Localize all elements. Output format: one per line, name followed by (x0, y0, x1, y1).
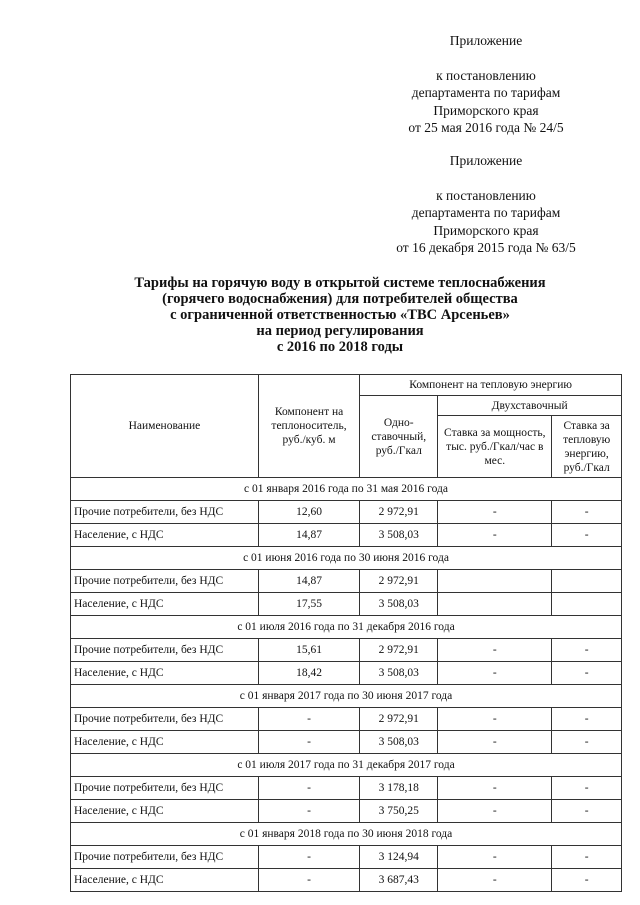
header-thermal: Компонент на тепловую энергию (360, 375, 622, 396)
carrier-value-cell: 15,61 (258, 639, 359, 662)
table-row (71, 846, 622, 869)
appendix-line: к постановлению (436, 67, 536, 83)
capacity-rate-value-cell: - (438, 800, 552, 823)
period-label: с 01 января 2017 года по 30 июня 2017 года (71, 685, 622, 708)
tariffs-table (70, 374, 622, 892)
row-name-cell: Население, с НДС (71, 869, 259, 892)
appendix-line: департамента по тарифам (411, 205, 561, 220)
energy-rate-value-cell: - (552, 708, 622, 731)
period-row (71, 616, 622, 639)
table-row (71, 593, 622, 616)
carrier-value-cell: 18,42 (258, 662, 359, 685)
appendix-line: Приморского края (433, 102, 539, 118)
table-row (71, 501, 622, 524)
title-line: Тарифы на горячую воду в открытой системе теплоснабжения (134, 275, 546, 291)
single-rate-value-cell: 3 508,03 (360, 524, 438, 547)
title-line: на период регулирования (256, 323, 424, 339)
carrier-value-cell: - (258, 846, 359, 869)
appendix-line: Приморского края (433, 222, 539, 238)
appendix-title: Приложение (449, 153, 523, 168)
period-label: с 01 июня 2016 года по 30 июня 2016 года (71, 547, 622, 570)
capacity-rate-value-cell (438, 570, 552, 593)
row-name-cell: Прочие потребители, без НДС (71, 570, 259, 593)
table-row (71, 524, 622, 547)
carrier-value-cell: 14,87 (258, 570, 359, 593)
capacity-rate-value-cell: - (438, 524, 552, 547)
single-rate-value-cell: 3 178,18 (360, 777, 438, 800)
single-rate-value-cell: 2 972,91 (360, 639, 438, 662)
table-row (71, 570, 622, 593)
single-rate-value-cell: 3 508,03 (360, 731, 438, 754)
capacity-rate-value-cell (438, 593, 552, 616)
energy-rate-value-cell: - (552, 662, 622, 685)
single-rate-value-cell: 3 124,94 (360, 846, 438, 869)
carrier-value-cell: - (258, 777, 359, 800)
table-row (71, 800, 622, 823)
header-energy-rate: Ставка за тепловую энергию, руб./Гкал (552, 416, 622, 478)
single-rate-value-cell: 2 972,91 (360, 708, 438, 731)
carrier-value-cell: 14,87 (258, 524, 359, 547)
energy-rate-value-cell: - (552, 777, 622, 800)
carrier-value-cell: - (258, 708, 359, 731)
period-row (71, 823, 622, 846)
title-line: с 2016 по 2018 годы (276, 339, 404, 355)
period-label: с 01 июля 2017 года по 31 декабря 2017 года (71, 754, 622, 777)
row-name-cell: Население, с НДС (71, 593, 259, 616)
single-rate-value-cell: 3 508,03 (360, 593, 438, 616)
title-line: с ограниченной ответственностью «ТВС Арсеньев» (170, 307, 510, 323)
period-row (71, 754, 622, 777)
row-name-cell: Прочие потребители, без НДС (71, 777, 259, 800)
single-rate-value-cell: 3 687,43 (360, 869, 438, 892)
appendix-line: от 25 мая 2016 года № 24/5 (408, 120, 564, 135)
energy-rate-value-cell: - (552, 639, 622, 662)
single-rate-value-cell: 2 972,91 (360, 501, 438, 524)
single-rate-value-cell: 2 972,91 (360, 570, 438, 593)
capacity-rate-value-cell: - (438, 731, 552, 754)
capacity-rate-value-cell: - (438, 777, 552, 800)
capacity-rate-value-cell: - (438, 501, 552, 524)
title-line: (горячего водоснабжения) для потребителей общества (162, 291, 518, 307)
energy-rate-value-cell (552, 570, 622, 593)
table-row (71, 662, 622, 685)
document-title (60, 275, 620, 355)
energy-rate-value-cell: - (552, 524, 622, 547)
carrier-value-cell: - (258, 800, 359, 823)
header-two-rate: Двухставочный (438, 396, 622, 416)
row-name-cell: Население, с НДС (71, 731, 259, 754)
capacity-rate-value-cell: - (438, 869, 552, 892)
table-row (71, 639, 622, 662)
period-label: с 01 января 2016 года по 31 мая 2016 года (71, 478, 622, 501)
period-label: с 01 января 2018 года по 30 июня 2018 года (71, 823, 622, 846)
appendix-line: от 16 декабря 2015 года № 63/5 (396, 240, 576, 255)
capacity-rate-value-cell: - (438, 846, 552, 869)
energy-rate-value-cell: - (552, 501, 622, 524)
header-carrier: Компонент на теплоноситель, руб./куб. м (258, 375, 359, 478)
energy-rate-value-cell (552, 593, 622, 616)
header-name: Наименование (71, 375, 259, 478)
table-body (71, 478, 622, 892)
header-single-rate: Одно-ставочный, руб./Гкал (360, 396, 438, 478)
row-name-cell: Прочие потребители, без НДС (71, 501, 259, 524)
table-row (71, 777, 622, 800)
period-row (71, 547, 622, 570)
row-name-cell: Население, с НДС (71, 800, 259, 823)
energy-rate-value-cell: - (552, 846, 622, 869)
energy-rate-value-cell: - (552, 731, 622, 754)
period-row (71, 478, 622, 501)
carrier-value-cell: - (258, 869, 359, 892)
appendix-line: к постановлению (436, 187, 536, 203)
carrier-value-cell: 12,60 (258, 501, 359, 524)
carrier-value-cell: - (258, 731, 359, 754)
appendix-line: департамента по тарифам (411, 85, 561, 100)
capacity-rate-value-cell: - (438, 639, 552, 662)
capacity-rate-value-cell: - (438, 662, 552, 685)
row-name-cell: Прочие потребители, без НДС (71, 846, 259, 869)
energy-rate-value-cell: - (552, 800, 622, 823)
single-rate-value-cell: 3 750,25 (360, 800, 438, 823)
appendix-block-1 (368, 32, 604, 137)
row-name-cell: Прочие потребители, без НДС (71, 708, 259, 731)
period-row (71, 685, 622, 708)
appendix-block-2 (368, 152, 604, 257)
energy-rate-value-cell: - (552, 869, 622, 892)
row-name-cell: Население, с НДС (71, 662, 259, 685)
row-name-cell: Прочие потребители, без НДС (71, 639, 259, 662)
table-row (71, 731, 622, 754)
appendix-title: Приложение (449, 33, 523, 48)
capacity-rate-value-cell: - (438, 708, 552, 731)
header-capacity-rate: Ставка за мощность, тыс. руб./Гкал/час в мес. (438, 416, 552, 478)
table-row (71, 869, 622, 892)
row-name-cell: Население, с НДС (71, 524, 259, 547)
period-label: с 01 июля 2016 года по 31 декабря 2016 года (71, 616, 622, 639)
single-rate-value-cell: 3 508,03 (360, 662, 438, 685)
table-row (71, 708, 622, 731)
carrier-value-cell: 17,55 (258, 593, 359, 616)
